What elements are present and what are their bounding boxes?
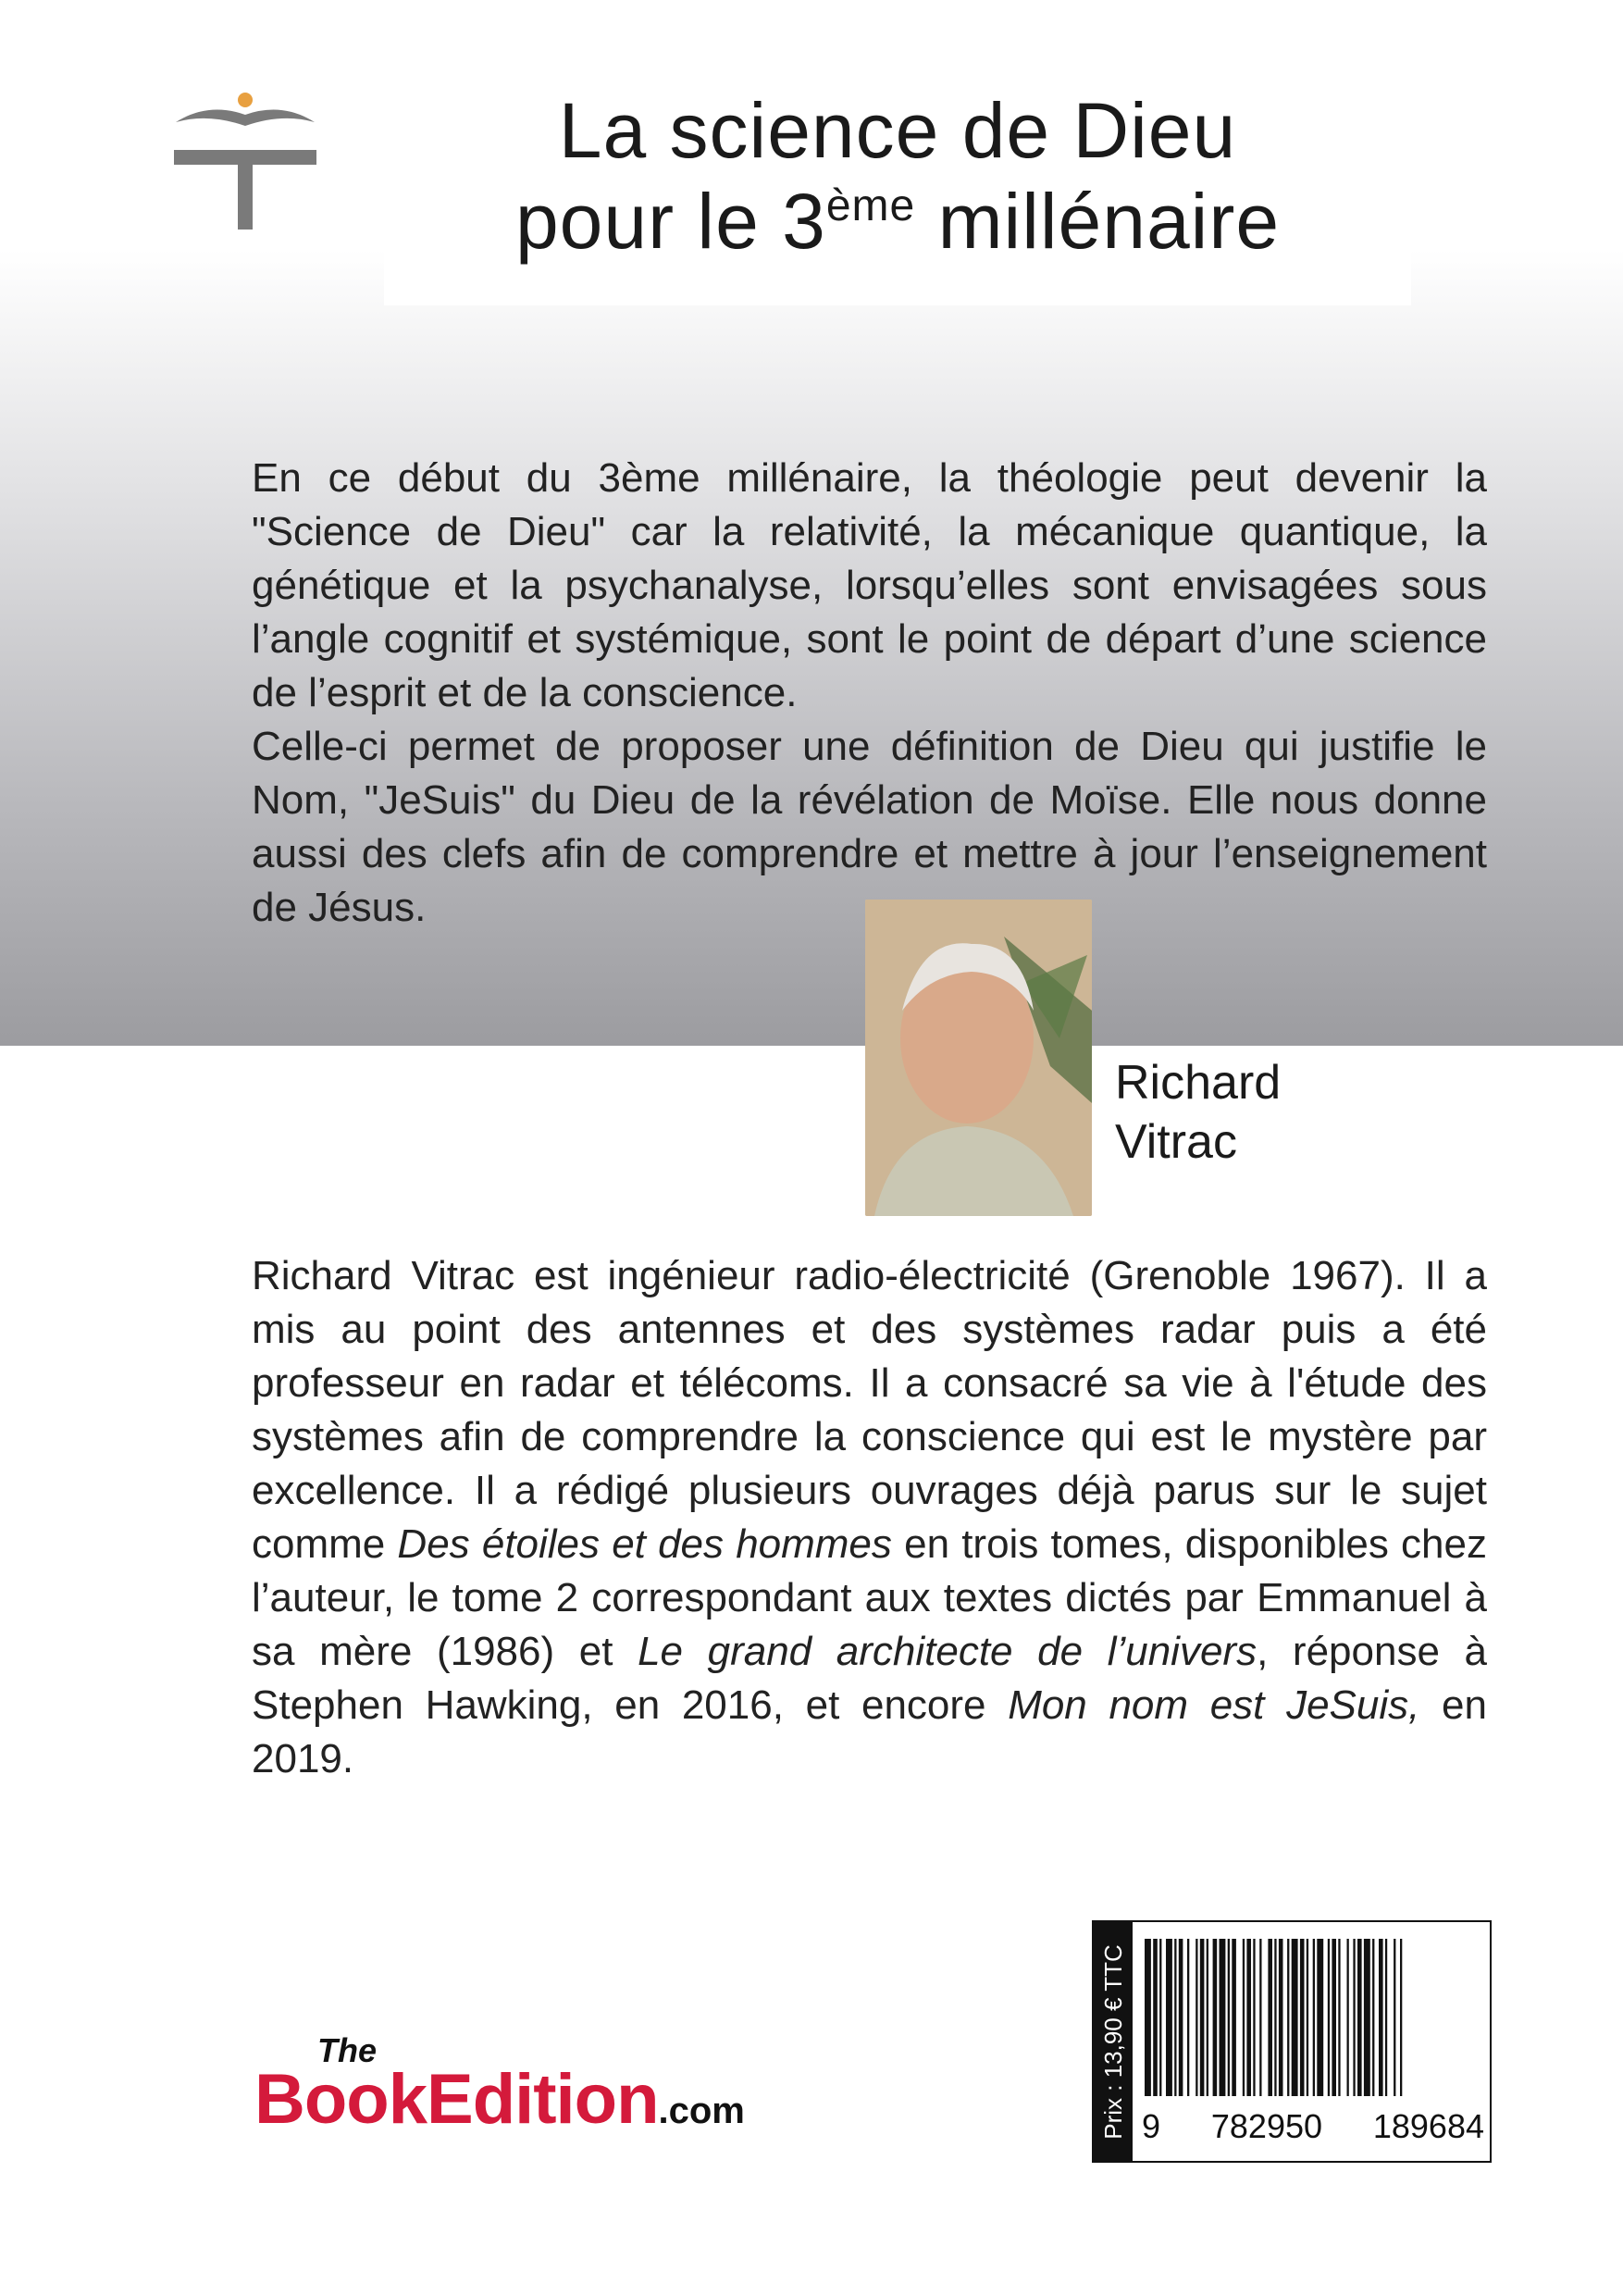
book-title-3: Mon nom est JeSuis,	[1008, 1682, 1420, 1728]
intro-paragraph-1: En ce début du 3ème millénaire, la théologie peut devenir la "Science de Dieu" car la relativité, la mécanique quantique, la génétique et la psychanalyse, lorsqu’elles sont envisagées sous l’angle cognitif et systémique, sont le point de départ d’une science de l’esprit et de la conscience.	[252, 455, 1487, 715]
author-bio: Richard Vitrac est ingénieur radio-électricité (Grenoble 1967). Il a mis au point des antennes et des systèmes radar puis a été professeur en radar et télécoms. Il a consacré sa vie à l'étude des systèmes afin de comprendre la conscience qui est le mystère par excellence. Il a rédigé plusieurs ouvrages déjà parus sur le sujet comme Des étoiles et des hommes en trois tomes, disponibles chez l’auteur, le tome 2 correspondant aux textes dictés par Emmanuel à sa mère (1986) et Le grand architecte de l’univers, réponse à Stephen Hawking, en 2016, et encore Mon nom est JeSuis, en 2019.	[252, 1253, 1488, 1781]
publisher-logo	[254, 2031, 828, 2139]
title-line-2: pour le 3ème millénaire	[514, 178, 1281, 265]
title-line-1: La science de Dieu	[558, 87, 1237, 174]
publisher-emblem-icon	[167, 85, 324, 233]
intro-paragraph-2: Celle-ci permet de proposer une définition de Dieu qui justifie le Nom, "JeSuis" du Dieu de la révélation de Moïse. Elle nous donne aussi des clefs afin de comprendre et mettre à jour l’enseignement de Jésus.	[252, 724, 1487, 930]
book-title-1: Des étoiles et des hommes	[397, 1521, 892, 1567]
publisher-tld: .com	[658, 2091, 745, 2131]
isbn-group-1: 782950	[1210, 2107, 1323, 2145]
isbn-number	[1142, 2107, 1484, 2146]
isbn-group-2: 189684	[1372, 2107, 1484, 2145]
author-last-name: Vitrac	[1115, 1115, 1237, 1169]
barcode-bars	[1145, 1939, 1482, 2096]
publisher-the: The	[317, 2031, 378, 2069]
price-label: Prix : 13,90 € TTC	[1098, 1943, 1127, 2140]
publisher-name-block	[254, 2059, 745, 2140]
isbn-first-digit: 9	[1142, 2107, 1161, 2145]
intro-text	[252, 452, 1487, 935]
author-first-name: Richard	[1115, 1056, 1282, 1110]
price-strip	[1094, 1922, 1133, 2161]
author-photo	[865, 900, 1092, 1216]
barcode-block	[1092, 1920, 1492, 2163]
book-title-2: Le grand architecte de l’univers	[638, 1629, 1258, 1674]
author-name	[1115, 1053, 1393, 1172]
publisher-name: BookEdition	[254, 2060, 659, 2139]
book-title	[384, 85, 1411, 267]
